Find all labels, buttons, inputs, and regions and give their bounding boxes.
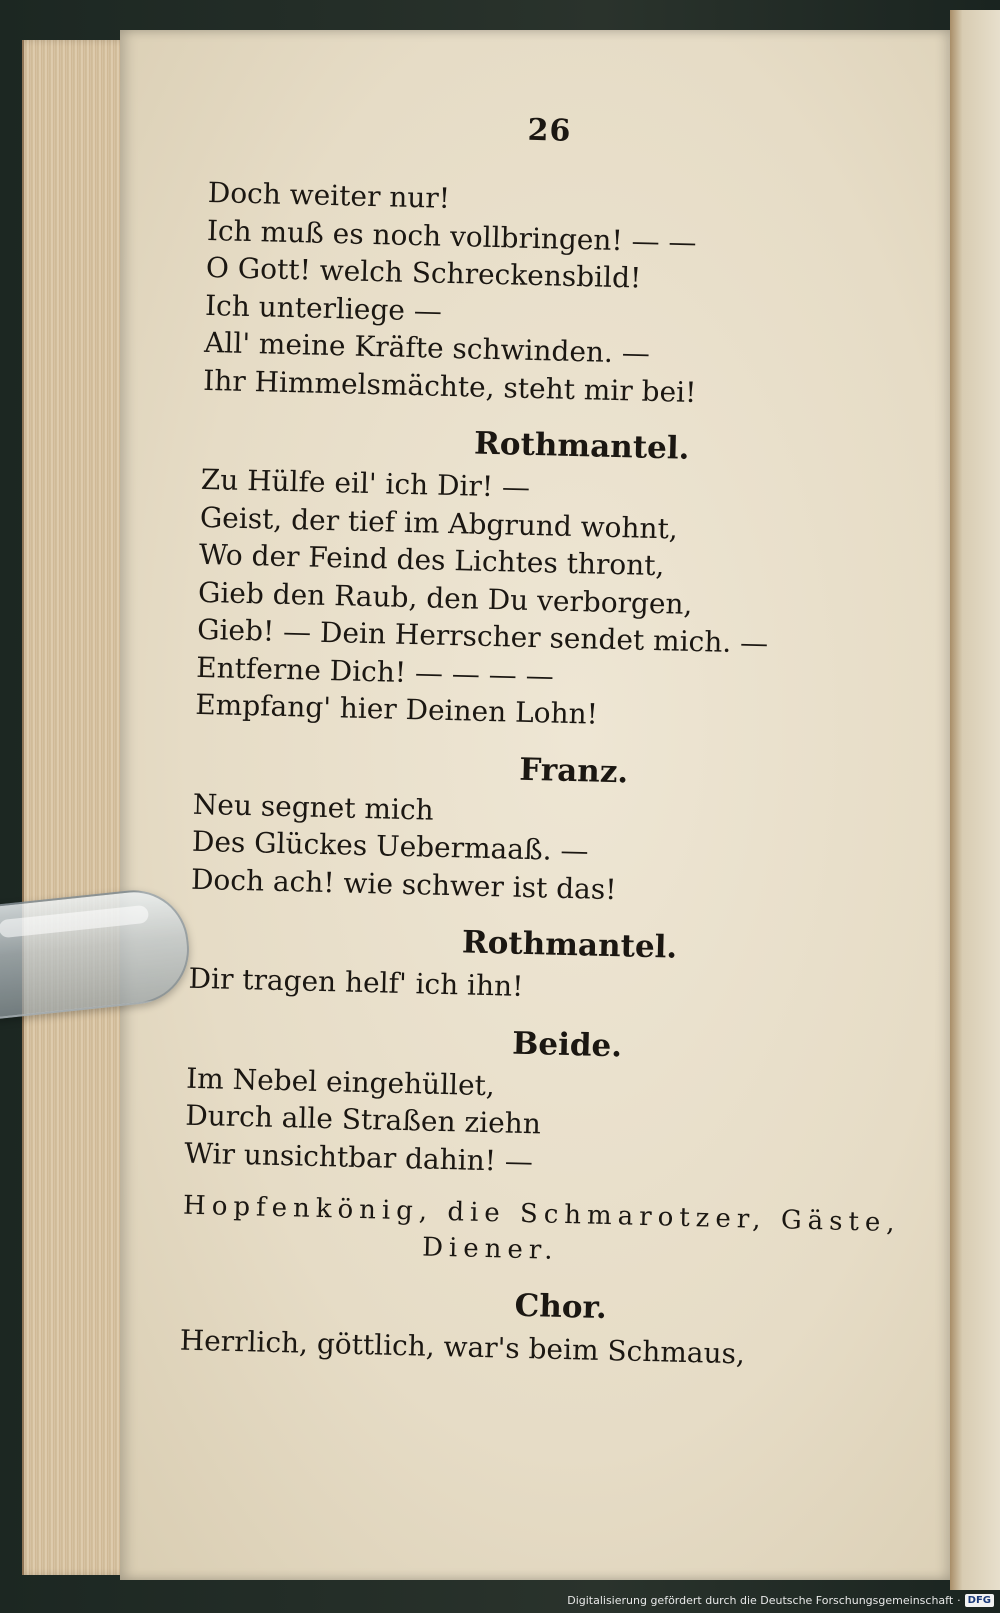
stage-direction: Hopfenkönig, die Schmarotzer, Gäste,	[182, 1190, 901, 1239]
speaker-heading: Chor.	[514, 1287, 608, 1327]
verse-line: All' meine Kräfte schwinden. —	[203, 325, 651, 370]
page-text-block	[179, 105, 901, 1375]
verse-line: Geist, der tief im Abgrund wohnt,	[199, 500, 679, 546]
speaker-heading: Franz.	[519, 751, 629, 790]
verse-line: Neu segnet mich	[192, 787, 435, 827]
verse-line: Doch ach! wie schwer ist das!	[190, 862, 617, 906]
verse-line: Gieb! — Dein Herrscher sendet mich. —	[196, 612, 769, 660]
speaker-heading: Rothmantel.	[473, 425, 690, 467]
verse-line: Entferne Dich! — — — —	[195, 650, 555, 693]
verse-content	[179, 174, 901, 1375]
dfg-logo-icon: DFG	[965, 1594, 994, 1607]
verse-line: Ich unterliege —	[204, 288, 443, 328]
verse-line: Herrlich, göttlich, war's beim Schmaus,	[179, 1323, 746, 1371]
facing-page-edge	[950, 10, 1000, 1590]
verse-line: Ich muß es noch vollbringen! — —	[206, 213, 697, 259]
verse-line: Wo der Feind des Lichtes thront,	[198, 537, 665, 583]
page-number: 26	[527, 112, 572, 149]
verse-line: Ihr Himmelsmächte, steht mir bei!	[202, 363, 697, 409]
verse-line: Dir tragen helf' ich ihn!	[188, 961, 524, 1003]
footer-credit: Digitalisierung gefördert durch die Deutsche Forschungsgemeinschaft	[567, 1593, 954, 1607]
verse-line: Wir unsichtbar dahin! —	[183, 1136, 534, 1178]
verse-line: Doch weiter nur!	[207, 175, 451, 215]
digitization-footer	[567, 1591, 994, 1609]
footer-separator: ·	[957, 1593, 961, 1607]
stage-direction-continued: Diener.	[421, 1232, 560, 1266]
speaker-heading: Rothmantel.	[461, 924, 678, 966]
verse-line: Gieb den Raub, den Du verborgen,	[197, 575, 693, 621]
verse-line: Empfang' hier Deinen Lohn!	[194, 687, 599, 731]
speaker-heading: Beide.	[511, 1025, 623, 1064]
verse-line: Durch alle Straßen ziehn	[184, 1098, 542, 1141]
verse-line: Zu Hülfe eil' ich Dir! —	[200, 462, 531, 504]
verse-line: Im Nebel eingehüllet,	[185, 1061, 496, 1102]
verse-line: Des Glückes Uebermaaß. —	[191, 824, 589, 868]
verse-line: O Gott! welch Schreckensbild!	[205, 250, 642, 295]
